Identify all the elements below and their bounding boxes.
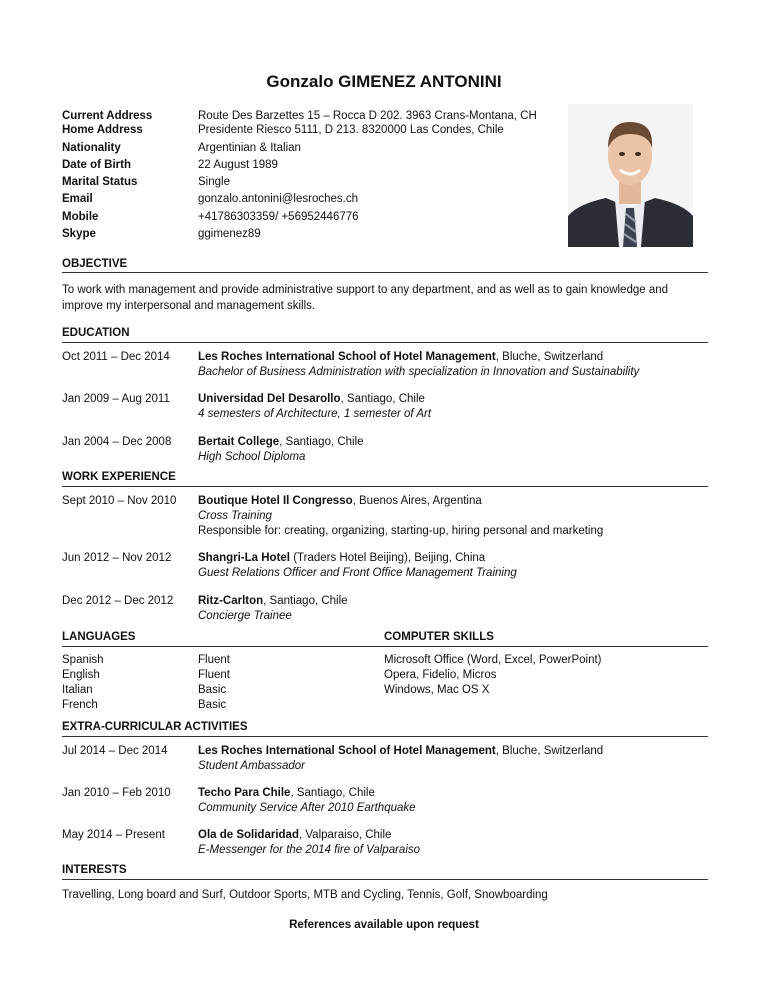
section-heading-extra-curricular: EXTRA-CURRICULAR ACTIVITIES — [62, 721, 248, 733]
resume-name: Gonzalo GIMENEZ ANTONINI — [266, 72, 502, 91]
work-role: Concierge Trainee — [198, 610, 292, 622]
work-location: (Traders Hotel Beijing), Beijing, China — [290, 552, 486, 564]
education-institution: Bertait College — [198, 436, 280, 448]
computer-skill: Opera, Fidelio, Micros — [384, 669, 497, 681]
label-nationality: Nationality — [62, 142, 121, 154]
work-employer: Boutique Hotel Il Congresso — [198, 495, 353, 507]
work-dates: Jun 2012 – Nov 2012 — [62, 552, 172, 564]
work-employer: Shangri-La Hotel — [198, 552, 291, 564]
label-mobile: Mobile — [62, 211, 99, 223]
activity-entry — [198, 745, 603, 757]
language-name: English — [62, 669, 100, 681]
value-mobile: +41786303359/ +56952446776 — [198, 211, 359, 223]
education-dates: Jan 2009 – Aug 2011 — [62, 393, 170, 405]
education-entry — [198, 436, 364, 448]
language-level: Basic — [198, 684, 227, 696]
section-heading-interests: INTERESTS — [62, 864, 127, 876]
profile-photo — [568, 104, 693, 247]
activity-dates: Jan 2010 – Feb 2010 — [62, 787, 171, 799]
label-home-address: Home Address — [62, 124, 143, 136]
activity-role: E-Messenger for the 2014 fire of Valparaiso — [198, 844, 421, 856]
work-responsibilities: Responsible for: creating, organizing, starting-up, hiring personal and marketing — [198, 525, 604, 537]
label-date-of-birth: Date of Birth — [62, 159, 131, 171]
work-role: Guest Relations Officer and Front Office Management Training — [198, 567, 517, 579]
label-current-address: Current Address — [62, 110, 153, 122]
section-heading-work-experience: WORK EXPERIENCE — [62, 471, 176, 483]
language-name: Spanish — [62, 654, 104, 666]
section-divider — [62, 879, 708, 880]
education-institution: Les Roches International School of Hotel Management — [198, 351, 496, 363]
education-dates: Oct 2011 – Dec 2014 — [62, 351, 170, 363]
label-email: Email — [62, 193, 93, 205]
label-skype: Skype — [62, 228, 96, 240]
work-dates: Dec 2012 – Dec 2012 — [62, 595, 174, 607]
computer-skill: Windows, Mac OS X — [384, 684, 490, 696]
value-home-address: Presidente Riesco 5111, D 213. 8320000 Las Condes, Chile — [198, 124, 504, 136]
activity-organization: Techo Para Chile — [198, 787, 291, 799]
activity-role: Community Service After 2010 Earthquake — [198, 802, 416, 814]
education-entry — [198, 393, 425, 405]
language-level: Fluent — [198, 654, 230, 666]
activity-entry — [198, 787, 375, 799]
language-name: French — [62, 699, 98, 711]
education-location: , Santiago, Chile — [340, 393, 425, 405]
references-note: References available upon request — [289, 919, 479, 931]
section-heading-objective: OBJECTIVE — [62, 258, 128, 270]
activity-location: , Santiago, Chile — [290, 787, 375, 799]
section-divider — [62, 736, 708, 737]
language-level: Fluent — [198, 669, 230, 681]
education-entry — [198, 351, 603, 363]
section-heading-computer-skills: COMPUTER SKILLS — [384, 631, 494, 643]
value-date-of-birth: 22 August 1989 — [198, 159, 278, 171]
work-entry — [198, 552, 485, 564]
work-entry — [198, 595, 348, 607]
value-skype: ggimenez89 — [198, 228, 261, 240]
objective-text: To work with management and provide administrative support to any department, and as well as to gain knowledge and improve my interpersonal and management skills. — [62, 284, 669, 312]
activity-organization: Les Roches International School of Hotel Management — [198, 745, 496, 757]
section-divider — [62, 272, 708, 273]
activity-location: , Bluche, Switzerland — [495, 745, 604, 757]
language-level: Basic — [198, 699, 227, 711]
education-degree: High School Diploma — [198, 451, 306, 463]
activity-organization: Ola de Solidaridad — [198, 829, 299, 841]
section-divider — [62, 342, 708, 343]
section-heading-education: EDUCATION — [62, 327, 130, 339]
computer-skill: Microsoft Office (Word, Excel, PowerPoint) — [384, 654, 602, 666]
activity-dates: May 2014 – Present — [62, 829, 165, 841]
work-location: , Buenos Aires, Argentina — [352, 495, 482, 507]
work-dates: Sept 2010 – Nov 2010 — [62, 495, 177, 507]
label-marital-status: Marital Status — [62, 176, 138, 188]
education-location: , Santiago, Chile — [279, 436, 364, 448]
education-institution: Universidad Del Desarollo — [198, 393, 341, 405]
education-location: , Bluche, Switzerland — [495, 351, 604, 363]
value-email[interactable]: gonzalo.antonini@lesroches.ch — [198, 193, 358, 205]
value-current-address: Route Des Barzettes 15 – Rocca D 202. 3963 Crans-Montana, CH — [198, 110, 537, 122]
activity-entry — [198, 829, 391, 841]
language-name: Italian — [62, 684, 93, 696]
activity-location: , Valparaiso, Chile — [298, 829, 392, 841]
section-divider — [62, 486, 708, 487]
education-degree: 4 semesters of Architecture, 1 semester of Art — [198, 408, 432, 420]
education-degree: Bachelor of Business Administration with specialization in Innovation and Sustainability — [198, 366, 640, 378]
work-employer: Ritz-Carlton — [198, 595, 264, 607]
section-divider — [62, 646, 708, 647]
education-dates: Jan 2004 – Dec 2008 — [62, 436, 172, 448]
interests-text: Travelling, Long board and Surf, Outdoor Sports, MTB and Cycling, Tennis, Golf, Snowboarding — [62, 889, 548, 901]
value-nationality: Argentinian & Italian — [198, 142, 301, 154]
work-entry — [198, 495, 482, 507]
work-location: , Santiago, Chile — [263, 595, 348, 607]
section-heading-languages: LANGUAGES — [62, 631, 136, 643]
activity-dates: Jul 2014 – Dec 2014 — [62, 745, 168, 757]
activity-role: Student Ambassador — [198, 760, 305, 772]
value-marital-status: Single — [198, 176, 230, 188]
work-role: Cross Training — [198, 510, 272, 522]
